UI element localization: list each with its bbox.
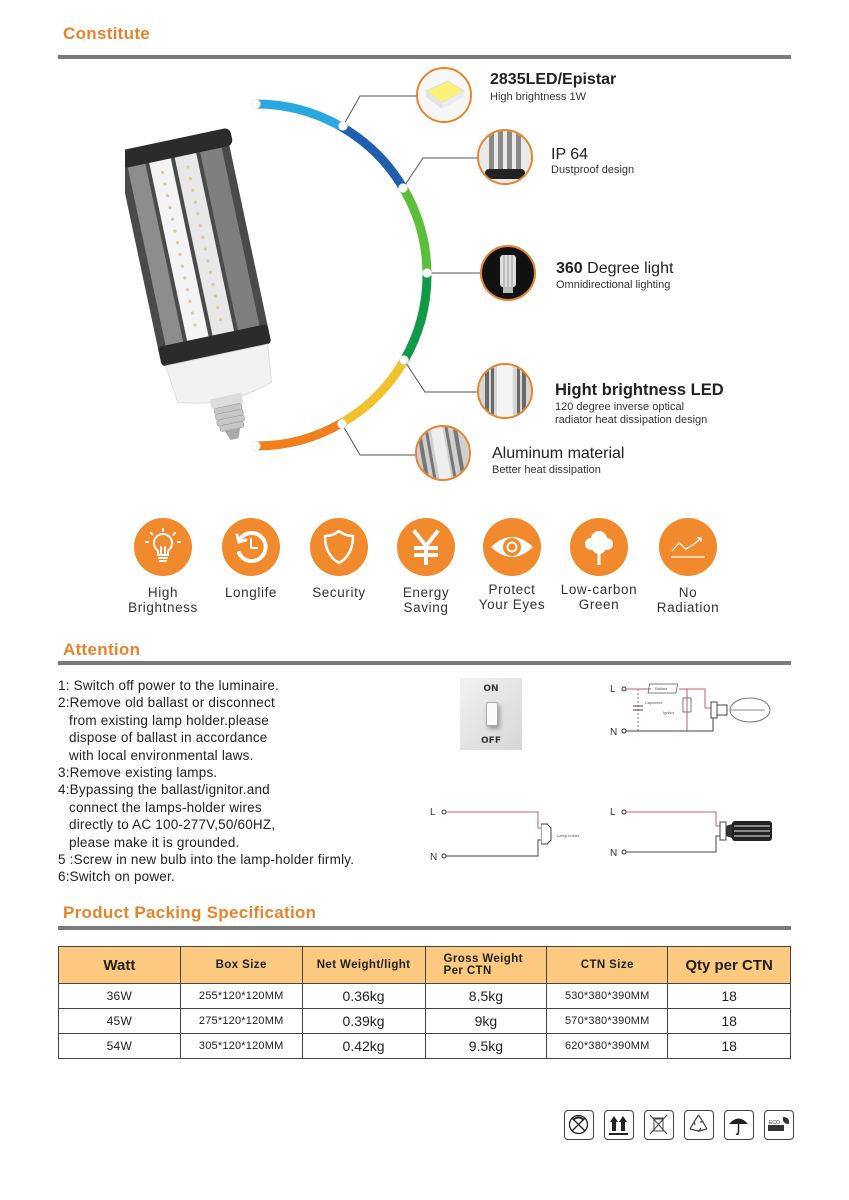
step-line: with local environmental laws. bbox=[69, 747, 254, 763]
live-terminal-label: L bbox=[430, 807, 436, 818]
packing-spec-table bbox=[58, 946, 791, 1059]
installation-steps bbox=[58, 677, 354, 886]
col-header-ctn-size: CTN Size bbox=[547, 947, 668, 984]
no-trash-bin-icon bbox=[644, 1110, 674, 1140]
feature-thumb-bulb-glow bbox=[480, 245, 536, 301]
neutral-terminal-label: N bbox=[430, 852, 438, 863]
cell-ctn-size: 570*380*390MM bbox=[547, 1009, 668, 1034]
eco-label: ECO bbox=[769, 1120, 780, 1126]
step-line: dispose of ballast in accordance bbox=[69, 730, 268, 746]
table-row bbox=[59, 1009, 791, 1034]
arc-node bbox=[339, 122, 348, 131]
step-line: from existing lamp holder.please bbox=[69, 712, 270, 728]
eye-icon bbox=[483, 518, 541, 576]
cell-gross-weight: 9.5kg bbox=[425, 1034, 547, 1059]
arc-segment bbox=[342, 361, 405, 424]
connector-line bbox=[343, 96, 418, 126]
cell-ctn-size: 620*380*390MM bbox=[547, 1034, 668, 1059]
feature-thumb-led-strip bbox=[477, 363, 533, 419]
cell-qty: 18 bbox=[668, 1009, 791, 1034]
cell-watt: 36W bbox=[59, 984, 181, 1009]
lamp-holder-label: Lamp holder bbox=[557, 833, 580, 838]
benefit-label: Longlife bbox=[224, 585, 278, 600]
feature-thumb-led-chip bbox=[416, 67, 472, 123]
cell-gross-weight: 9kg bbox=[425, 1009, 547, 1034]
benefit-label: No Radiation bbox=[656, 585, 720, 615]
arc-node bbox=[252, 100, 261, 109]
cell-gross-weight: 8.5kg bbox=[425, 984, 547, 1009]
ignitor-label: Ignitor bbox=[663, 710, 675, 715]
eco-friendly-icon bbox=[764, 1110, 794, 1140]
cell-net-weight: 0.39kg bbox=[302, 1009, 425, 1034]
switch-on-label: ON bbox=[483, 684, 499, 694]
section-divider bbox=[58, 926, 791, 930]
live-terminal-label: L bbox=[610, 684, 616, 695]
arc-segment bbox=[404, 275, 427, 361]
feature-subtitle: radiator heat dissipation design bbox=[555, 414, 708, 426]
feature-title: IP 64 bbox=[551, 146, 589, 163]
step-line: 4:Bypassing the ballast/ignitor.and bbox=[58, 782, 270, 798]
col-header-qty: Qty per CTN bbox=[668, 947, 791, 984]
neutral-terminal-label: N bbox=[610, 727, 618, 738]
feature-title: Hight brightness LED bbox=[555, 381, 724, 399]
cell-watt: 45W bbox=[59, 1009, 181, 1034]
col-header-gross-weight: Gross Weight Per CTN bbox=[425, 947, 547, 984]
clock-refresh-icon bbox=[222, 518, 280, 576]
table-header-row bbox=[59, 947, 791, 984]
feature-subtitle: Omnidirectional lighting bbox=[556, 279, 671, 291]
cell-net-weight: 0.36kg bbox=[302, 984, 425, 1009]
section-title-constitute: Constitute bbox=[63, 24, 151, 43]
benefit-label: Energy Saving bbox=[402, 585, 450, 615]
benefit-label: High Brightness bbox=[128, 585, 198, 615]
tree-icon bbox=[570, 518, 628, 576]
step-line: please make it is grounded. bbox=[69, 834, 240, 850]
arc-segment bbox=[256, 104, 342, 127]
cell-watt: 54W bbox=[59, 1034, 181, 1059]
feature-subtitle: 120 degree inverse optical bbox=[555, 401, 685, 413]
feature-subtitle: Better heat dissipation bbox=[492, 464, 601, 476]
cell-ctn-size: 530*380*390MM bbox=[547, 984, 668, 1009]
live-terminal-label: L bbox=[610, 807, 616, 818]
arc-segment bbox=[342, 127, 405, 190]
feature-title: 360 Degree light bbox=[556, 260, 674, 277]
col-header-watt: Watt bbox=[59, 947, 181, 984]
yen-icon bbox=[397, 518, 455, 576]
cell-box-size: 255*120*120MM bbox=[180, 984, 302, 1009]
power-switch-image bbox=[460, 678, 522, 750]
lamp-holder-icon bbox=[541, 820, 601, 850]
step-line: 3:Remove existing lamps. bbox=[58, 765, 218, 781]
step-line: 1: Switch off power to the luminaire. bbox=[58, 678, 280, 693]
arc-segment bbox=[404, 190, 427, 276]
feature-subtitle: Dustproof design bbox=[551, 164, 635, 176]
connector-line bbox=[403, 158, 480, 188]
connector-line bbox=[404, 360, 478, 392]
arc-node bbox=[400, 356, 409, 365]
switch-toggle bbox=[486, 702, 498, 726]
cell-box-size: 305*120*120MM bbox=[180, 1034, 302, 1059]
connector-line bbox=[342, 424, 415, 455]
benefit-label: Protect Your Eyes bbox=[478, 582, 546, 612]
section-title-attention: Attention bbox=[63, 640, 141, 659]
no-stack-icon bbox=[564, 1110, 594, 1140]
capacitor-label: Capacitor bbox=[645, 700, 663, 705]
table-row bbox=[59, 984, 791, 1009]
feature-thumb-aluminum-fins bbox=[415, 425, 471, 481]
lamp-holder-wiring-diagram bbox=[428, 800, 548, 864]
feature-subtitle: High brightness 1W bbox=[490, 91, 586, 103]
feature-thumb-bulb-base bbox=[477, 129, 533, 185]
step-line: 6:Switch on power. bbox=[58, 869, 175, 885]
cell-box-size: 275*120*120MM bbox=[180, 1009, 302, 1034]
section-title-packing: Product Packing Specification bbox=[63, 903, 317, 922]
col-header-box-size: Box Size bbox=[180, 947, 302, 984]
cell-qty: 18 bbox=[668, 1034, 791, 1059]
benefit-label: Security bbox=[312, 585, 366, 600]
step-line: directly to AC 100-277V,50/60HZ, bbox=[69, 817, 276, 833]
arc-node bbox=[399, 184, 408, 193]
keep-dry-icon bbox=[724, 1110, 754, 1140]
shield-icon bbox=[310, 518, 368, 576]
ballast-wiring-diagram bbox=[605, 676, 775, 740]
switch-off-label: OFF bbox=[481, 736, 501, 746]
this-way-up-icon bbox=[604, 1110, 634, 1140]
neutral-terminal-label: N bbox=[610, 848, 618, 859]
ballast-label: Ballast bbox=[655, 686, 668, 691]
col-header-net-weight: Net Weight/light bbox=[302, 947, 425, 984]
feature-title: 2835LED/Epistar bbox=[490, 71, 617, 88]
chart-line-icon bbox=[659, 518, 717, 576]
step-line: 2:Remove old ballast or disconnect bbox=[58, 695, 275, 711]
recycle-icon bbox=[684, 1110, 714, 1140]
cell-net-weight: 0.42kg bbox=[302, 1034, 425, 1059]
step-line: 5 :Screw in new bulb into the lamp-holder firmly. bbox=[58, 852, 355, 868]
arc-node bbox=[423, 269, 432, 278]
arc-segment bbox=[256, 423, 342, 446]
benefit-label: Low-carbon Green bbox=[560, 582, 638, 612]
feature-title: Aluminum material bbox=[492, 445, 625, 462]
section-divider bbox=[58, 661, 791, 665]
bulb-icon bbox=[134, 518, 192, 576]
step-line: connect the lamps-holder wires bbox=[69, 799, 262, 815]
direct-wire-diagram bbox=[608, 800, 778, 864]
arc-node bbox=[338, 420, 347, 429]
cell-qty: 18 bbox=[668, 984, 791, 1009]
arc-node bbox=[252, 442, 261, 451]
table-row bbox=[59, 1034, 791, 1059]
